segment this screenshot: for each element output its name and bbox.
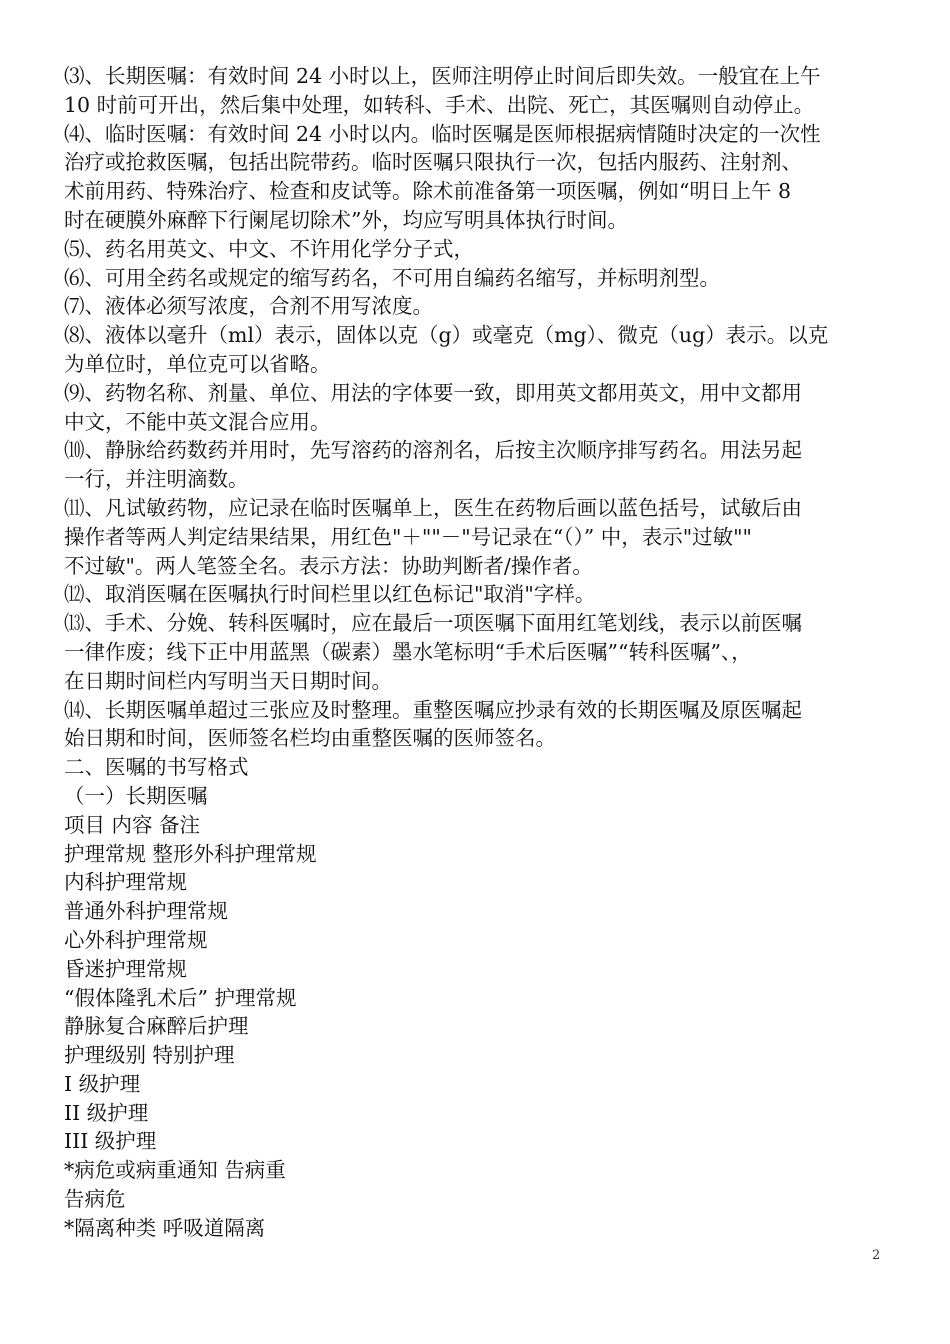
order-item: 昏迷护理常规 [64,956,187,981]
text-line: ⑽、静脉给药数药并用时，先写溶药的溶剂名，后按主次顺序排写药名。用法另起 [64,438,802,463]
text-line: 中文，不能中英文混合应用。 [64,409,331,434]
order-item: 心外科护理常规 [64,927,208,952]
text-line: ⒀、手术、分娩、转科医嘱时，应在最后一项医嘱下面用红笔划线，表示以前医嘱 [64,611,802,636]
text-line: ⑻、液体以毫升（ml）表示，固体以克（g）或毫克（mg）、微克（ug）表示。以克 [64,323,829,348]
text-line: 时在硬膜外麻醉下行阑尾切除术”外，均应写明具体执行时间。 [64,207,628,232]
order-item: “假体隆乳术后” 护理常规 [64,985,297,1010]
text-line: 为单位时，单位克可以省略。 [64,351,331,376]
section-heading: 二、医嘱的书写格式 [64,755,249,780]
page-number: 2 [872,1248,881,1263]
order-item: II 级护理 [64,1100,149,1125]
text-line: 一律作废；线下正中用蓝黑（碳素）墨水笔标明“手术后医嘱”“转科医嘱”、， [64,639,752,664]
order-item: 护理级别 特别护理 [64,1043,235,1068]
document-body [64,62,886,1243]
order-item: 普通外科护理常规 [64,899,228,924]
text-line: ⑿、取消医嘱在医嘱执行时间栏里以红色标记"取消"字样。 [64,582,596,607]
text-line: ⑸、药名用英文、中文、不许用化学分子式， [64,236,474,261]
order-item: 告病危 [64,1187,126,1212]
order-item: 内科护理常规 [64,870,187,895]
text-line: 一行，并注明滴数。 [64,467,249,492]
table-header: 项目 内容 备注 [64,812,201,837]
text-line: ⑷、临时医嘱：有效时间 24 小时以内。临时医嘱是医师根据病情随时决定的一次性 [64,121,821,146]
text-line: ⑹、可用全药名或规定的缩写药名，不可用自编药名缩写，并标明剂型。 [64,265,720,290]
text-line: 治疗或抢救医嘱，包括出院带药。临时医嘱只限执行一次，包括内服药、注射剂、 [64,150,802,175]
text-line: ⑼、药物名称、剂量、单位、用法的字体要一致，即用英文都用英文，用中文都用 [64,380,802,405]
order-item: I 级护理 [64,1071,141,1096]
text-line: 在日期时间栏内写明当天日期时间。 [64,668,392,693]
text-line: 10 时前可开出，然后集中处理，如转科、手术、出院、死亡，其医嘱则自动停止。 [64,92,815,117]
order-item: *隔离种类 呼吸道隔离 [64,1215,266,1240]
order-item: 护理常规 整形外科护理常规 [64,841,317,866]
text-line: ⑶、长期医嘱：有效时间 24 小时以上，医师注明停止时间后即失效。一般宜在上午 [64,64,821,88]
text-line: 不过敏"。两人笔签全名。表示方法：协助判断者/操作者。 [64,553,593,578]
subsection-heading: （一）长期医嘱 [64,783,208,808]
text-line: ⑺、液体必须写浓度，合剂不用写浓度。 [64,294,433,319]
text-line: 始日期和时间，医师签名栏均由重整医嘱的医师签名。 [64,726,556,751]
text-line: ⒁、长期医嘱单超过三张应及时整理。重整医嘱应抄录有效的长期医嘱及原医嘱起 [64,697,802,722]
text-line: ⑾、凡试敏药物，应记录在临时医嘱单上，医生在药物后画以蓝色括号，试敏后由 [64,495,802,520]
text-line: 术前用药、特殊治疗、检查和皮试等。除术前准备第一项医嘱，例如“明日上午 8 [64,179,792,204]
order-item: III 级护理 [64,1129,157,1154]
order-item: 静脉复合麻醉后护理 [64,1014,249,1039]
text-line: 操作者等两人判定结果结果，用红色"＋""－"号记录在“（）” 中，表示"过敏"" [64,524,752,549]
order-item: *病危或病重通知 告病重 [64,1158,286,1183]
